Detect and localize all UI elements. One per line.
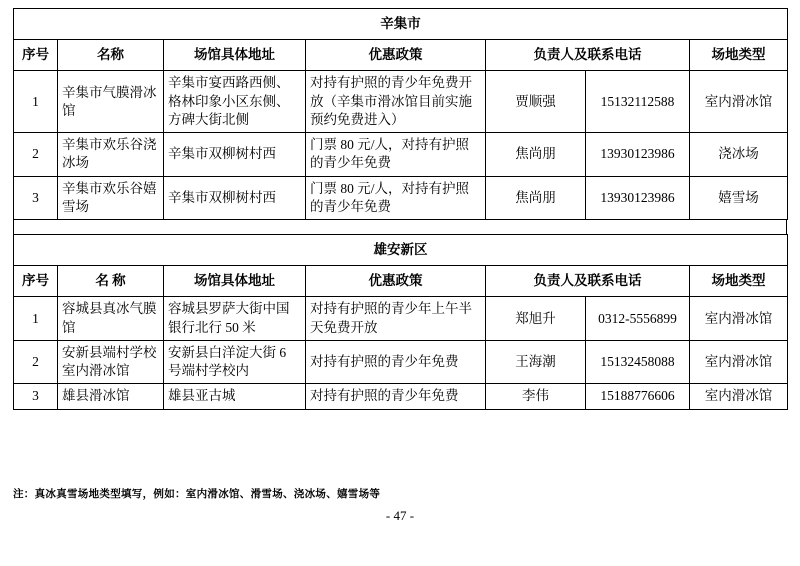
cell-contact-name: 焦尚朋 bbox=[486, 133, 586, 176]
cell-address: 安新县白洋淀大街 6 号端村学校内 bbox=[164, 340, 306, 383]
column-header-contact: 负责人及联系电话 bbox=[486, 266, 690, 297]
cell-name: 辛集市欢乐谷浇冰场 bbox=[58, 133, 164, 176]
venue-table-xinji bbox=[13, 8, 788, 220]
table-row bbox=[14, 176, 788, 219]
column-header-index: 序号 bbox=[14, 40, 58, 71]
section-title: 雄安新区 bbox=[14, 234, 788, 265]
table-row bbox=[14, 340, 788, 383]
table-row bbox=[14, 297, 788, 340]
table-header-row bbox=[14, 40, 788, 71]
cell-index: 3 bbox=[14, 384, 58, 409]
cell-address: 辛集市宴西路西侧、格林印象小区东侧、方碑大街北侧 bbox=[164, 71, 306, 133]
cell-venue-type: 室内滑冰馆 bbox=[690, 384, 788, 409]
cell-name: 辛集市气膜滑冰馆 bbox=[58, 71, 164, 133]
cell-index: 1 bbox=[14, 71, 58, 133]
cell-contact-name: 郑旭升 bbox=[486, 297, 586, 340]
section-title-row bbox=[14, 234, 788, 265]
cell-contact-name: 焦尚朋 bbox=[486, 176, 586, 219]
cell-policy: 门票 80 元/人，对持有护照的青少年免费 bbox=[306, 176, 486, 219]
column-header-name: 名 称 bbox=[58, 266, 164, 297]
cell-contact-phone: 13930123986 bbox=[586, 133, 690, 176]
cell-contact-name: 王海潮 bbox=[486, 340, 586, 383]
cell-venue-type: 浇冰场 bbox=[690, 133, 788, 176]
cell-contact-phone: 15132112588 bbox=[586, 71, 690, 133]
cell-policy: 对持有护照的青少年上午半天免费开放 bbox=[306, 297, 486, 340]
cell-name: 辛集市欢乐谷嬉雪场 bbox=[58, 176, 164, 219]
page-number: - 47 - bbox=[385, 508, 415, 523]
cell-address: 雄县亚古城 bbox=[164, 384, 306, 409]
table-row bbox=[14, 71, 788, 133]
cell-contact-name: 李伟 bbox=[486, 384, 586, 409]
cell-address: 容城县罗萨大街中国银行北行 50 米 bbox=[164, 297, 306, 340]
section-title-row bbox=[14, 9, 788, 40]
cell-index: 2 bbox=[14, 340, 58, 383]
cell-venue-type: 室内滑冰馆 bbox=[690, 71, 788, 133]
cell-venue-type: 嬉雪场 bbox=[690, 176, 788, 219]
column-header-policy: 优惠政策 bbox=[306, 40, 486, 71]
cell-contact-name: 贾顺强 bbox=[486, 71, 586, 133]
cell-contact-phone: 0312-5556899 bbox=[586, 297, 690, 340]
section-title: 辛集市 bbox=[14, 9, 788, 40]
column-header-index: 序号 bbox=[14, 266, 58, 297]
cell-policy: 对持有护照的青少年免费开放（辛集市滑冰馆目前实施预约免费进入） bbox=[306, 71, 486, 133]
column-header-address: 场馆具体地址 bbox=[164, 266, 306, 297]
cell-address: 辛集市双柳树村西 bbox=[164, 176, 306, 219]
cell-index: 1 bbox=[14, 297, 58, 340]
column-header-name: 名称 bbox=[58, 40, 164, 71]
venue-table-xiongan bbox=[13, 234, 788, 410]
cell-policy: 门票 80 元/人，对持有护照的青少年免费 bbox=[306, 133, 486, 176]
table-section-gap bbox=[13, 220, 787, 234]
cell-index: 3 bbox=[14, 176, 58, 219]
cell-policy: 对持有护照的青少年免费 bbox=[306, 340, 486, 383]
table-header-row bbox=[14, 266, 788, 297]
cell-name: 容城县真冰气膜馆 bbox=[58, 297, 164, 340]
cell-contact-phone: 13930123986 bbox=[586, 176, 690, 219]
cell-policy: 对持有护照的青少年免费 bbox=[306, 384, 486, 409]
cell-name: 雄县滑冰馆 bbox=[58, 384, 164, 409]
cell-name: 安新县端村学校室内滑冰馆 bbox=[58, 340, 164, 383]
cell-index: 2 bbox=[14, 133, 58, 176]
column-header-venue-type: 场地类型 bbox=[690, 266, 788, 297]
footnote-text: 注：真冰真雪场地类型填写，例如：室内滑冰馆、滑雪场、浇冰场、嬉雪场等 bbox=[13, 489, 381, 500]
column-header-address: 场馆具体地址 bbox=[164, 40, 306, 71]
table-row bbox=[14, 384, 788, 409]
table-row bbox=[14, 133, 788, 176]
document-sheet bbox=[13, 8, 787, 410]
cell-contact-phone: 15188776606 bbox=[586, 384, 690, 409]
cell-venue-type: 室内滑冰馆 bbox=[690, 297, 788, 340]
cell-address: 辛集市双柳树村西 bbox=[164, 133, 306, 176]
cell-venue-type: 室内滑冰馆 bbox=[690, 340, 788, 383]
column-header-policy: 优惠政策 bbox=[306, 266, 486, 297]
cell-contact-phone: 15132458088 bbox=[586, 340, 690, 383]
column-header-contact: 负责人及联系电话 bbox=[486, 40, 690, 71]
column-header-venue-type: 场地类型 bbox=[690, 40, 788, 71]
